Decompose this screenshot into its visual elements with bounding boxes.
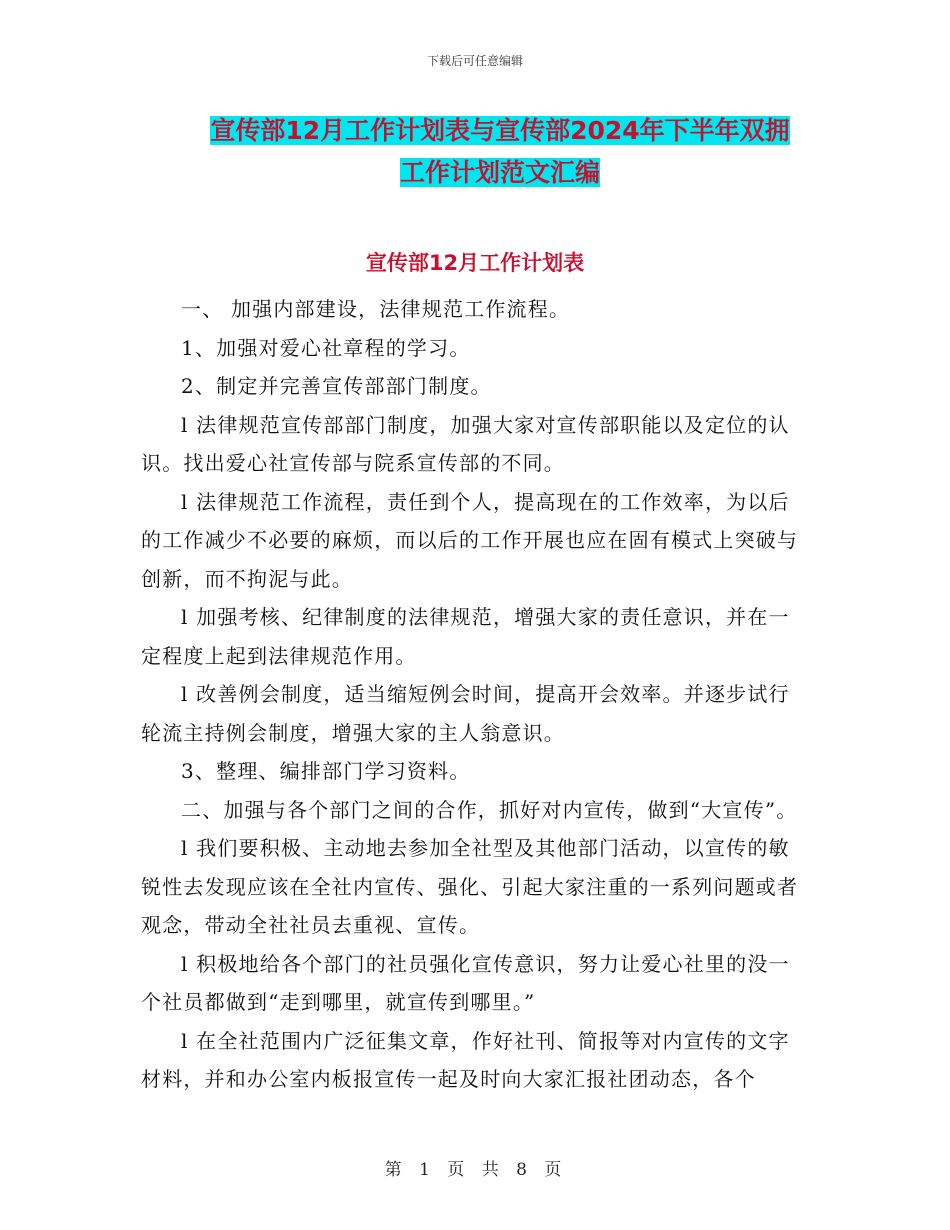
paragraph: l 法律规范宣传部部门制度，加强大家对宣传部职能以及定位的认识。找出爱心社宣传部与院系宣传部的不同。 <box>141 412 790 475</box>
document-title-line2: 工作计划范文汇编 <box>399 158 600 187</box>
page-header-note: 下载后可任意编辑 <box>426 54 523 68</box>
document-body <box>141 290 801 1099</box>
document-title-line1: 宣传部12月工作计划表与宣传部2024年下半年双拥 <box>210 116 790 145</box>
paragraph: 2、制定并完善宣传部部门制度。 <box>181 374 492 398</box>
paragraph: l 改善例会制度，适当缩短例会时间，提高开会效率。并逐步试行轮流主持例会制度，增强大家的主人翁意识。 <box>141 682 790 745</box>
paragraph: 一、 加强内部建设，法律规范工作流程。 <box>181 297 571 321</box>
paragraph: 二、加强与各个部门之间的合作，抓好对内宣传，做到“大宣传”。 <box>181 797 798 822</box>
paragraph: 1、加强对爱心社章程的学习。 <box>181 335 471 360</box>
paragraph: l 在全社范围内广泛征集文章，作好社刊、简报等对内宣传的文字材料，并和办公室内板报宣传一起及时向大家汇报社团动态，各个 <box>141 1028 790 1091</box>
paragraph: l 法律规范工作流程，责任到个人，提高现在的工作效率，为以后的工作减少不必要的麻烦，而以后的工作开展也应在固有模式上突破与创新，而不拘泥与此。 <box>141 489 799 591</box>
paragraph: l 我们要积极、主动地去参加全社型及其他部门活动，以宣传的敏锐性去发现应该在全社内宣传、强化、引起大家注重的一系列问题或者观念，带动全社社员去重视、宣传。 <box>141 836 799 937</box>
document-title <box>140 110 860 194</box>
page-number-footer: 第 1 页 共 8 页 <box>384 1160 566 1180</box>
paragraph: l 加强考核、纪律制度的法律规范，增强大家的责任意识，并在一定程度上起到法律规范作用。 <box>141 605 790 668</box>
paragraph: l 积极地给各个部门的社员强化宣传意识，努力让爱心社里的没一个社员都做到“走到哪里，就宣传到哪里。” <box>141 951 790 1014</box>
paragraph: 3、整理、编排部门学习资料。 <box>181 759 471 783</box>
section-title: 宣传部12月工作计划表 <box>365 251 585 275</box>
